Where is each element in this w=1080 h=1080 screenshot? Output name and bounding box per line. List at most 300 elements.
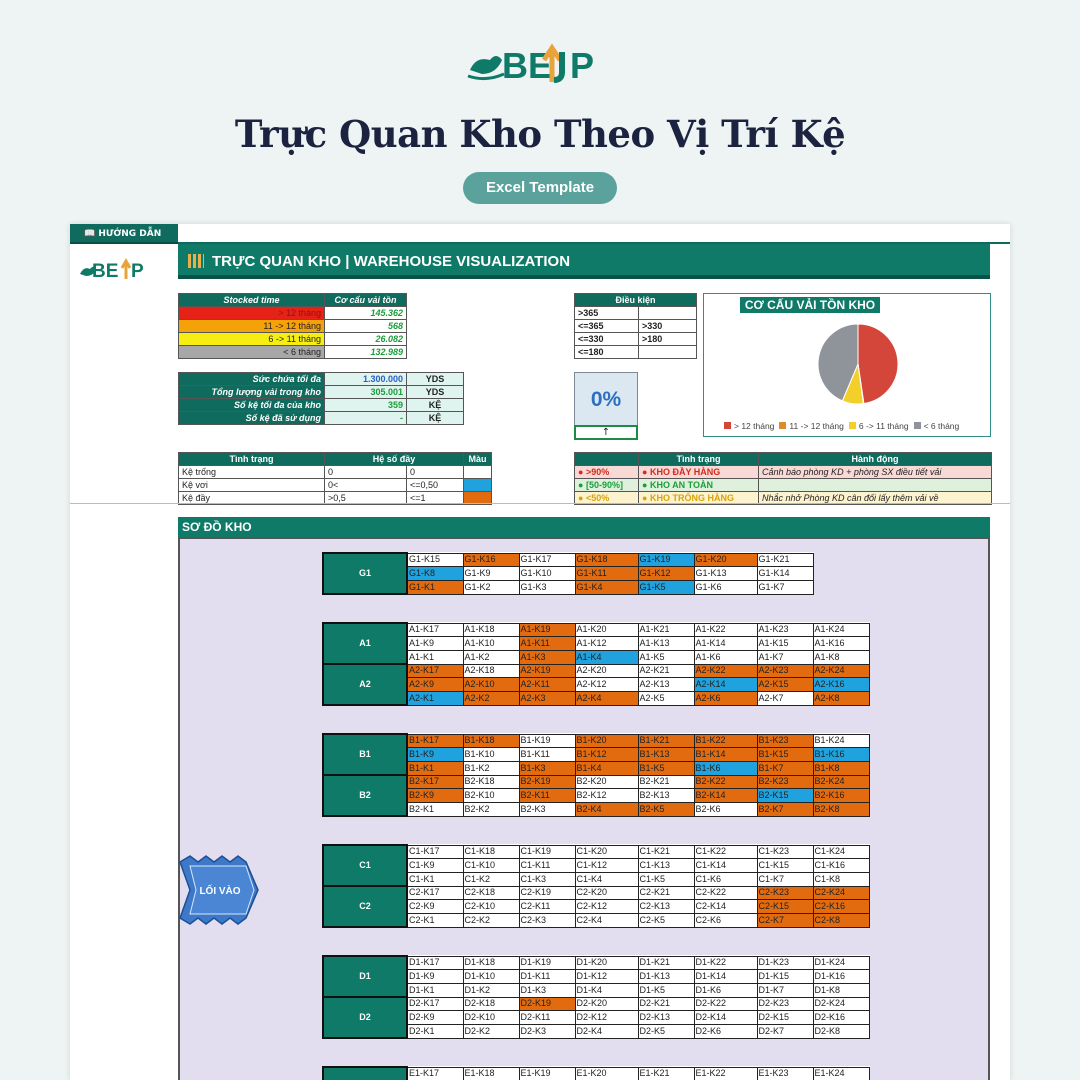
- shelf-cell[interactable]: C1-K23: [757, 845, 813, 859]
- capacity-unit: YDS: [407, 373, 464, 386]
- shelf-cell[interactable]: D1-K13: [638, 970, 694, 984]
- zone-table: [322, 844, 870, 928]
- shelf-cell[interactable]: D2-K15: [757, 1011, 813, 1025]
- shelf-cell[interactable]: B2-K17: [407, 775, 463, 789]
- shelf-cell[interactable]: A2-K24: [813, 664, 869, 678]
- shelf-cell[interactable]: D2-K4: [575, 1024, 638, 1038]
- zone-row: [323, 845, 869, 859]
- shelf-cell[interactable]: C2-K10: [463, 900, 519, 914]
- shelf-cell[interactable]: D1-K8: [813, 983, 869, 997]
- shelf-cell[interactable]: B2-K11: [519, 789, 575, 803]
- sheet-header-title: TRỰC QUAN KHO | WAREHOUSE VISUALIZATION: [212, 253, 571, 270]
- shelf-cell[interactable]: D1-K9: [407, 970, 463, 984]
- shelf-cell[interactable]: C2-K24: [813, 886, 869, 900]
- shelf-cell[interactable]: A1-K6: [694, 650, 757, 664]
- condition-cell: >365: [575, 307, 639, 320]
- shelf-cell[interactable]: G1-K14: [757, 567, 813, 581]
- shelf-cell[interactable]: C2-K20: [575, 886, 638, 900]
- shelf-cell[interactable]: G1-K7: [757, 580, 813, 594]
- shelf-icon: [188, 254, 204, 268]
- stocked-time-table: [178, 293, 407, 359]
- shelf-cell[interactable]: A2-K7: [757, 691, 813, 705]
- shelf-cell[interactable]: B1-K22: [694, 734, 757, 748]
- status-table: [178, 452, 492, 505]
- status-name: Kệ vơi: [179, 479, 325, 492]
- shelf-cell[interactable]: D2-K17: [407, 997, 463, 1011]
- entrance-arrow-icon: [176, 854, 260, 926]
- shelf-cell[interactable]: D2-K16: [813, 1011, 869, 1025]
- shelf-cell[interactable]: B1-K18: [463, 734, 519, 748]
- shelf-cell[interactable]: G1-K5: [638, 580, 694, 594]
- shelf-cell[interactable]: B2-K5: [638, 802, 694, 816]
- shelf-cell[interactable]: C2-K17: [407, 886, 463, 900]
- action-header: [575, 453, 639, 466]
- shelf-cell[interactable]: A2-K19: [519, 664, 575, 678]
- shelf-cell[interactable]: B2-K24: [813, 775, 869, 789]
- zone-label-a2: A2: [323, 664, 407, 705]
- zone-label-g1: G1: [323, 553, 407, 594]
- capacity-label: Sức chứa tối đa: [179, 373, 325, 386]
- zone-table: [322, 622, 870, 706]
- shelf-cell[interactable]: C1-K12: [575, 859, 638, 873]
- shelf-cell[interactable]: G1-K13: [694, 567, 757, 581]
- shelf-cell[interactable]: D1-K4: [575, 983, 638, 997]
- shelf-cell[interactable]: D2-K20: [575, 997, 638, 1011]
- status-name: Kệ đầy: [179, 492, 325, 505]
- shelf-cell[interactable]: B1-K21: [638, 734, 694, 748]
- shelf-cell[interactable]: A1-K22: [694, 623, 757, 637]
- shelf-cell[interactable]: C1-K16: [813, 859, 869, 873]
- beup-logo: [466, 30, 616, 90]
- shelf-cell[interactable]: B1-K8: [813, 761, 869, 775]
- status-header: Tình trạng: [179, 453, 325, 466]
- shelf-cell[interactable]: A1-K19: [519, 623, 575, 637]
- shelf-cell[interactable]: B2-K23: [757, 775, 813, 789]
- legend-label: 6 -> 11 tháng: [858, 421, 909, 431]
- zone-table: [322, 955, 870, 1039]
- condition-cell: [639, 346, 697, 359]
- shelf-cell[interactable]: B2-K13: [638, 789, 694, 803]
- excel-sheet: [70, 224, 1010, 1080]
- shelf-cell[interactable]: D2-K19: [519, 997, 575, 1011]
- shelf-cell[interactable]: C2-K4: [575, 913, 638, 927]
- shelf-cell[interactable]: G1-K6: [694, 580, 757, 594]
- capacity-table: [178, 372, 464, 425]
- shelf-cell[interactable]: B2-K18: [463, 775, 519, 789]
- shelf-cell[interactable]: A1-K8: [813, 650, 869, 664]
- shelf-cell[interactable]: D1-K18: [463, 956, 519, 970]
- capacity-value: 359: [325, 399, 407, 412]
- shelf-cell[interactable]: C2-K14: [694, 900, 757, 914]
- shelf-cell[interactable]: G1-K9: [463, 567, 519, 581]
- action-status: KHO ĐẦY HÀNG: [649, 466, 721, 477]
- stocked-value: 26.082: [325, 333, 407, 346]
- shelf-cell[interactable]: C2-K12: [575, 900, 638, 914]
- shelf-cell[interactable]: A1-K11: [519, 637, 575, 651]
- shelf-cell[interactable]: A2-K13: [638, 678, 694, 692]
- legend-swatch: [724, 422, 731, 429]
- status-a: 0<: [325, 479, 407, 492]
- shelf-cell[interactable]: A1-K16: [813, 637, 869, 651]
- shelf-cell[interactable]: A2-K5: [638, 691, 694, 705]
- shelf-cell[interactable]: D1-K24: [813, 956, 869, 970]
- shelf-cell[interactable]: C1-K6: [694, 872, 757, 886]
- shelf-cell[interactable]: E1-K23: [757, 1067, 813, 1080]
- legend-label: < 6 tháng: [923, 421, 960, 431]
- shelf-cell[interactable]: D2-K6: [694, 1024, 757, 1038]
- shelf-cell[interactable]: A2-K22: [694, 664, 757, 678]
- shelf-cell[interactable]: G1-K17: [519, 553, 575, 567]
- shelf-cell[interactable]: E1-K17: [407, 1067, 463, 1080]
- shelf-cell[interactable]: G1-K21: [757, 553, 813, 567]
- shelf-cell[interactable]: C1-K8: [813, 872, 869, 886]
- shelf-cell[interactable]: A2-K17: [407, 664, 463, 678]
- shelf-cell[interactable]: B1-K12: [575, 748, 638, 762]
- zone-label-b2: B2: [323, 775, 407, 816]
- shelf-cell[interactable]: A1-K13: [638, 637, 694, 651]
- svg-text:BE: BE: [92, 261, 119, 282]
- shelf-cell[interactable]: C2-K21: [638, 886, 694, 900]
- shelf-cell[interactable]: A1-K17: [407, 623, 463, 637]
- shelf-cell[interactable]: A2-K18: [463, 664, 519, 678]
- shelf-cell[interactable]: C1-K5: [638, 872, 694, 886]
- capacity-value: 305.001: [325, 386, 407, 399]
- shelf-cell[interactable]: D2-K13: [638, 1011, 694, 1025]
- shelf-cell[interactable]: C1-K21: [638, 845, 694, 859]
- status-a: 0: [325, 466, 407, 479]
- shelf-cell[interactable]: D1-K6: [694, 983, 757, 997]
- capacity-label: Tổng lượng vải trong kho: [179, 386, 325, 399]
- action-text: [759, 479, 992, 492]
- shelf-cell[interactable]: E1-K24: [813, 1067, 869, 1080]
- shelf-cell[interactable]: E1-K20: [575, 1067, 638, 1080]
- legend-item: [849, 421, 909, 431]
- condition-cell: <=365: [575, 320, 639, 333]
- shelf-cell[interactable]: B2-K14: [694, 789, 757, 803]
- shelf-cell[interactable]: E1-K18: [463, 1067, 519, 1080]
- zone-label-d2: D2: [323, 997, 407, 1038]
- legend-label: 11 -> 12 tháng: [789, 421, 844, 431]
- shelf-cell[interactable]: D2-K7: [757, 1024, 813, 1038]
- shelf-cell[interactable]: A1-K20: [575, 623, 638, 637]
- shelf-cell[interactable]: D2-K10: [463, 1011, 519, 1025]
- shelf-cell[interactable]: B2-K19: [519, 775, 575, 789]
- shelf-cell[interactable]: G1-K4: [575, 580, 638, 594]
- action-cond: <50%: [585, 492, 610, 503]
- shelf-cell[interactable]: C2-K2: [463, 913, 519, 927]
- shelf-cell[interactable]: D1-K7: [757, 983, 813, 997]
- shelf-cell[interactable]: C2-K15: [757, 900, 813, 914]
- shelf-cell[interactable]: A1-K9: [407, 637, 463, 651]
- shelf-cell[interactable]: A1-K24: [813, 623, 869, 637]
- shelf-cell[interactable]: E1-K19: [519, 1067, 575, 1080]
- shelf-cell[interactable]: A1-K18: [463, 623, 519, 637]
- capacity-label: Số kệ tối đa của kho: [179, 399, 325, 412]
- shelf-cell[interactable]: C2-K8: [813, 913, 869, 927]
- shelf-cell[interactable]: C1-K19: [519, 845, 575, 859]
- legend-item: [779, 421, 843, 431]
- shelf-cell[interactable]: A1-K7: [757, 650, 813, 664]
- shelf-cell[interactable]: D2-K24: [813, 997, 869, 1011]
- shelf-cell[interactable]: A2-K1: [407, 691, 463, 705]
- shelf-cell[interactable]: C1-K18: [463, 845, 519, 859]
- shelf-cell[interactable]: G1-K18: [575, 553, 638, 567]
- shelf-cell[interactable]: C2-K19: [519, 886, 575, 900]
- shelf-cell[interactable]: D1-K2: [463, 983, 519, 997]
- shelf-cell[interactable]: D1-K21: [638, 956, 694, 970]
- shelf-cell[interactable]: A2-K15: [757, 678, 813, 692]
- shelf-cell[interactable]: D1-K1: [407, 983, 463, 997]
- condition-table: [574, 293, 697, 359]
- shelf-cell[interactable]: C1-K15: [757, 859, 813, 873]
- shelf-cell[interactable]: A2-K9: [407, 678, 463, 692]
- shelf-cell[interactable]: E1-K21: [638, 1067, 694, 1080]
- shelf-cell[interactable]: A2-K6: [694, 691, 757, 705]
- shelf-cell[interactable]: C2-K13: [638, 900, 694, 914]
- status-b: <=1: [407, 492, 464, 505]
- zone-label-c2: C2: [323, 886, 407, 927]
- shelf-cell[interactable]: C1-K3: [519, 872, 575, 886]
- shelf-cell[interactable]: B1-K13: [638, 748, 694, 762]
- shelf-cell[interactable]: G1-K15: [407, 553, 463, 567]
- shelf-cell[interactable]: B1-K7: [757, 761, 813, 775]
- shelf-cell[interactable]: B1-K24: [813, 734, 869, 748]
- shelf-cell[interactable]: G1-K3: [519, 580, 575, 594]
- legend-swatch: [849, 422, 856, 429]
- shelf-cell[interactable]: G1-K20: [694, 553, 757, 567]
- zone-label-e1: [323, 1067, 407, 1080]
- shelf-cell[interactable]: B1-K5: [638, 761, 694, 775]
- shelf-cell[interactable]: D2-K18: [463, 997, 519, 1011]
- shelf-cell[interactable]: B1-K11: [519, 748, 575, 762]
- action-status: KHO TRỐNG HÀNG: [649, 492, 734, 503]
- shelf-cell[interactable]: D2-K21: [638, 997, 694, 1011]
- shelf-cell[interactable]: D1-K23: [757, 956, 813, 970]
- shelf-cell[interactable]: D1-K22: [694, 956, 757, 970]
- shelf-cell[interactable]: A1-K1: [407, 650, 463, 664]
- stocked-label: > 12 tháng: [179, 307, 325, 320]
- template-badge: Excel Template: [463, 172, 617, 204]
- shelf-cell[interactable]: D2-K23: [757, 997, 813, 1011]
- shelf-cell[interactable]: B2-K16: [813, 789, 869, 803]
- shelf-cell[interactable]: D2-K1: [407, 1024, 463, 1038]
- shelf-cell[interactable]: G1-K19: [638, 553, 694, 567]
- shelf-cell[interactable]: C1-K7: [757, 872, 813, 886]
- shelf-cell[interactable]: A1-K12: [575, 637, 638, 651]
- chart-legend: [724, 414, 986, 433]
- shelf-cell[interactable]: C1-K14: [694, 859, 757, 873]
- shelf-cell[interactable]: C2-K1: [407, 913, 463, 927]
- shelf-cell[interactable]: G1-K16: [463, 553, 519, 567]
- shelf-cell[interactable]: C2-K22: [694, 886, 757, 900]
- shelf-cell[interactable]: B2-K6: [694, 802, 757, 816]
- shelf-cell[interactable]: D2-K5: [638, 1024, 694, 1038]
- shelf-cell[interactable]: A1-K2: [463, 650, 519, 664]
- shelf-cell[interactable]: B2-K10: [463, 789, 519, 803]
- shelf-cell[interactable]: B1-K23: [757, 734, 813, 748]
- zone-label-d1: D1: [323, 956, 407, 997]
- shelf-cell[interactable]: D1-K11: [519, 970, 575, 984]
- shelf-cell[interactable]: B2-K22: [694, 775, 757, 789]
- shelf-cell[interactable]: D2-K14: [694, 1011, 757, 1025]
- shelf-cell[interactable]: C2-K7: [757, 913, 813, 927]
- guide-tab[interactable]: 📖 HƯỚNG DẪN: [70, 224, 178, 244]
- shelf-cell[interactable]: C1-K17: [407, 845, 463, 859]
- shelf-cell[interactable]: C1-K22: [694, 845, 757, 859]
- shelf-cell[interactable]: B1-K4: [575, 761, 638, 775]
- shelf-cell[interactable]: A1-K15: [757, 637, 813, 651]
- shelf-cell[interactable]: D2-K2: [463, 1024, 519, 1038]
- zone-label-a1: A1: [323, 623, 407, 664]
- shelf-cell[interactable]: A1-K10: [463, 637, 519, 651]
- shelf-cell[interactable]: G1-K1: [407, 580, 463, 594]
- shelf-cell[interactable]: B1-K20: [575, 734, 638, 748]
- shelf-cell[interactable]: A2-K21: [638, 664, 694, 678]
- yellow-dot-icon: ●: [642, 492, 648, 503]
- shelf-cell[interactable]: A1-K21: [638, 623, 694, 637]
- shelf-cell[interactable]: D1-K3: [519, 983, 575, 997]
- divider: [70, 503, 1010, 504]
- shelf-cell[interactable]: C2-K9: [407, 900, 463, 914]
- shelf-cell[interactable]: C1-K10: [463, 859, 519, 873]
- shelf-cell[interactable]: C1-K1: [407, 872, 463, 886]
- shelf-cell[interactable]: A1-K23: [757, 623, 813, 637]
- zone-row: [323, 553, 813, 567]
- zone-label-b1: B1: [323, 734, 407, 775]
- shelf-cell[interactable]: B1-K15: [757, 748, 813, 762]
- shelf-cell[interactable]: B2-K15: [757, 789, 813, 803]
- shelf-cell[interactable]: A2-K23: [757, 664, 813, 678]
- shelf-cell[interactable]: A1-K4: [575, 650, 638, 664]
- shelf-cell[interactable]: A2-K16: [813, 678, 869, 692]
- shelf-cell[interactable]: D1-K17: [407, 956, 463, 970]
- green-dot-icon: ●: [578, 479, 584, 490]
- shelf-cell[interactable]: B2-K20: [575, 775, 638, 789]
- shelf-cell[interactable]: A1-K3: [519, 650, 575, 664]
- action-status-header: Tình trạng: [639, 453, 759, 466]
- shelf-cell[interactable]: G1-K12: [638, 567, 694, 581]
- shelf-cell[interactable]: G1-K10: [519, 567, 575, 581]
- zone-label-c1: C1: [323, 845, 407, 886]
- legend-label: > 12 tháng: [734, 421, 775, 431]
- shelf-cell[interactable]: A2-K3: [519, 691, 575, 705]
- capacity-value: -: [325, 412, 407, 425]
- capacity-unit: KỆ: [407, 412, 464, 425]
- shelf-cell[interactable]: B2-K21: [638, 775, 694, 789]
- shelf-cell[interactable]: C2-K23: [757, 886, 813, 900]
- shelf-cell[interactable]: C1-K20: [575, 845, 638, 859]
- shelf-cell[interactable]: B2-K12: [575, 789, 638, 803]
- shelf-cell[interactable]: C2-K16: [813, 900, 869, 914]
- shelf-cell[interactable]: D1-K19: [519, 956, 575, 970]
- zone-row: [323, 886, 869, 900]
- zone-row: [323, 1067, 869, 1080]
- shelf-cell[interactable]: B1-K6: [694, 761, 757, 775]
- shelf-cell[interactable]: A2-K14: [694, 678, 757, 692]
- shelf-cell[interactable]: A2-K2: [463, 691, 519, 705]
- zone-table: [322, 552, 814, 595]
- sheet-header: [178, 244, 990, 279]
- shelf-cell[interactable]: B2-K2: [463, 802, 519, 816]
- shelf-cell[interactable]: G1-K11: [575, 567, 638, 581]
- shelf-cell[interactable]: B2-K8: [813, 802, 869, 816]
- shelf-cell[interactable]: D2-K11: [519, 1011, 575, 1025]
- shelf-cell[interactable]: B2-K3: [519, 802, 575, 816]
- shelf-cell[interactable]: G1-K2: [463, 580, 519, 594]
- shelf-cell[interactable]: C2-K3: [519, 913, 575, 927]
- shelf-cell[interactable]: B1-K19: [519, 734, 575, 748]
- up-arrow-icon: ↑: [574, 425, 638, 440]
- shelf-cell[interactable]: A2-K4: [575, 691, 638, 705]
- shelf-cell[interactable]: B2-K1: [407, 802, 463, 816]
- shelf-cell[interactable]: B2-K4: [575, 802, 638, 816]
- shelf-cell[interactable]: B1-K16: [813, 748, 869, 762]
- shelf-cell[interactable]: D1-K20: [575, 956, 638, 970]
- shelf-cell[interactable]: D2-K9: [407, 1011, 463, 1025]
- shelf-cell[interactable]: B1-K2: [463, 761, 519, 775]
- shelf-cell[interactable]: D2-K8: [813, 1024, 869, 1038]
- shelf-cell[interactable]: B1-K10: [463, 748, 519, 762]
- shelf-cell[interactable]: D2-K22: [694, 997, 757, 1011]
- green-dot-icon: ●: [642, 479, 648, 490]
- chart-title: CƠ CẤU VẢI TỒN KHO: [740, 297, 880, 313]
- shelf-cell[interactable]: C2-K5: [638, 913, 694, 927]
- condition-cell: >330: [639, 320, 697, 333]
- yellow-dot-icon: ●: [578, 492, 584, 503]
- shelf-cell[interactable]: C2-K6: [694, 913, 757, 927]
- shelf-cell[interactable]: B2-K9: [407, 789, 463, 803]
- shelf-cell[interactable]: C2-K11: [519, 900, 575, 914]
- shelf-cell[interactable]: D1-K12: [575, 970, 638, 984]
- legend-swatch: [914, 422, 921, 429]
- shelf-cell[interactable]: A1-K5: [638, 650, 694, 664]
- shelf-cell[interactable]: C2-K18: [463, 886, 519, 900]
- stocked-value: 145.362: [325, 307, 407, 320]
- legend-item: [914, 421, 960, 431]
- shelf-cell[interactable]: A2-K12: [575, 678, 638, 692]
- shelf-cell[interactable]: B1-K17: [407, 734, 463, 748]
- shelf-cell[interactable]: D1-K16: [813, 970, 869, 984]
- shelf-cell[interactable]: B1-K9: [407, 748, 463, 762]
- shelf-cell[interactable]: B2-K7: [757, 802, 813, 816]
- shelf-cell[interactable]: B1-K3: [519, 761, 575, 775]
- shelf-cell[interactable]: C1-K9: [407, 859, 463, 873]
- shelf-cell[interactable]: D2-K3: [519, 1024, 575, 1038]
- shelf-cell[interactable]: A2-K8: [813, 691, 869, 705]
- shelf-cell[interactable]: B1-K14: [694, 748, 757, 762]
- shelf-cell[interactable]: G1-K8: [407, 567, 463, 581]
- shelf-cell[interactable]: A2-K10: [463, 678, 519, 692]
- shelf-cell[interactable]: D1-K5: [638, 983, 694, 997]
- shelf-cell[interactable]: C1-K11: [519, 859, 575, 873]
- shelf-cell[interactable]: C1-K2: [463, 872, 519, 886]
- shelf-cell[interactable]: C1-K13: [638, 859, 694, 873]
- shelf-cell[interactable]: B1-K1: [407, 761, 463, 775]
- status-b: 0: [407, 466, 464, 479]
- shelf-cell[interactable]: A1-K14: [694, 637, 757, 651]
- shelf-cell[interactable]: D1-K14: [694, 970, 757, 984]
- shelf-cell[interactable]: D1-K10: [463, 970, 519, 984]
- shelf-cell[interactable]: D2-K12: [575, 1011, 638, 1025]
- stocked-label: 11 -> 12 tháng: [179, 320, 325, 333]
- shelf-cell[interactable]: A2-K20: [575, 664, 638, 678]
- shelf-cell[interactable]: E1-K22: [694, 1067, 757, 1080]
- shelf-cell[interactable]: C1-K24: [813, 845, 869, 859]
- pie-chart: [816, 312, 900, 416]
- shelf-cell[interactable]: A2-K11: [519, 678, 575, 692]
- shelf-cell[interactable]: C1-K4: [575, 872, 638, 886]
- shelf-cell[interactable]: D1-K15: [757, 970, 813, 984]
